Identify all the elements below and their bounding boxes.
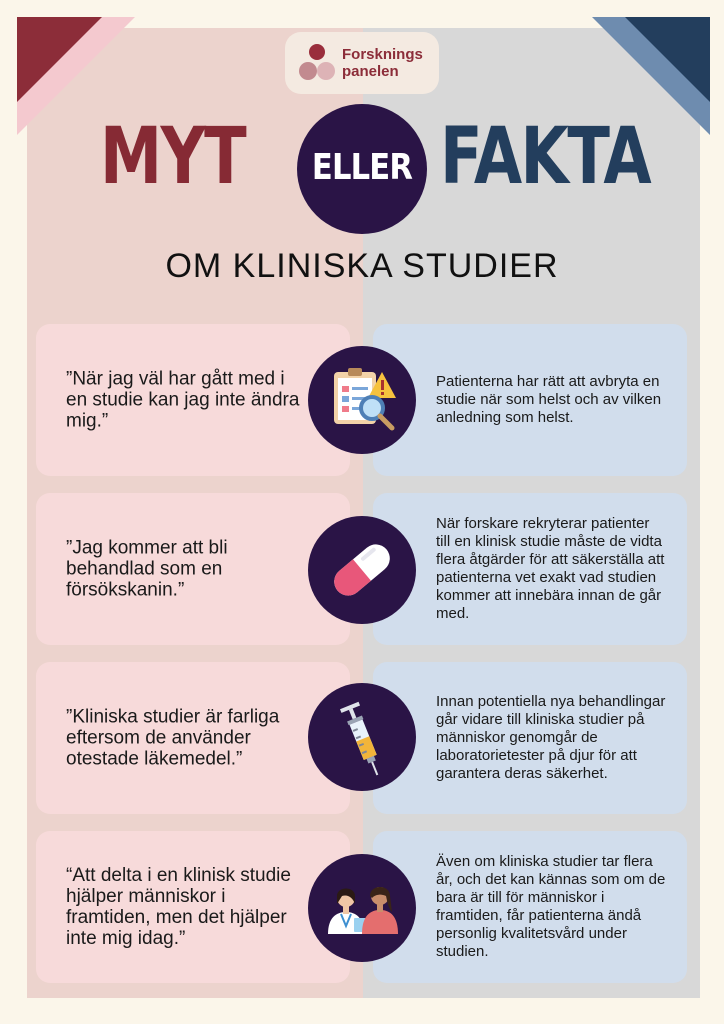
myth-text-4: “Att delta i en klinisk studie hjälper människor i framtiden, men det hjälper inte mig idag.”	[66, 865, 291, 949]
logo-line2: panelen	[342, 63, 399, 80]
myth-text-3: ”Kliniska studier är farliga eftersom de använder otestade läkemedel.”	[66, 706, 280, 770]
pill-icon	[308, 516, 416, 624]
clipboard-magnifier-icon	[308, 346, 416, 454]
doctor-patient-icon	[308, 854, 416, 962]
myth-text-1: ”När jag väl har gått med i en studie kan jag inte ändra mig.”	[66, 368, 300, 432]
logo-dot-top	[309, 44, 325, 60]
logo-dot-left	[299, 62, 317, 80]
forskningspanelen-logo	[285, 32, 439, 94]
heading-eller: ELLER	[311, 147, 413, 188]
fact-card-4	[373, 831, 687, 983]
heading-fakta: FAKTA	[440, 112, 651, 202]
myth-card-4	[36, 831, 350, 983]
myth-text-2: ”Jag kommer att bli behandlad som en försökskanin.”	[66, 537, 228, 601]
myth-card-1	[36, 324, 350, 476]
fact-text-4: Även om kliniska studier tar flera år, och det kan kännas som om de bara är till för människor i framtiden, får patienterna ändå personlig kvalitetsvård under studien.	[436, 853, 666, 960]
logo-text	[342, 46, 423, 80]
myth-card-3	[36, 662, 350, 814]
fact-card-2	[373, 493, 687, 645]
logo-line1: Forsknings	[342, 46, 423, 63]
subtitle: OM KLINISKA STUDIER	[165, 247, 559, 285]
eller-circle	[297, 104, 427, 234]
fact-text-1: Patienterna har rätt att avbryta en studie när som helst och av vilken anledning som helst.	[436, 373, 662, 426]
myth-card-2	[36, 493, 350, 645]
heading-myt: MYT	[100, 112, 246, 202]
syringe-icon	[308, 683, 416, 791]
fact-text-2: När forskare rekryterar patienter till en klinisk studie måste de vidta flera åtgärder för att säkerställa att patienterna vet exakt vad studien kommer att innebära innan de går med.	[436, 515, 665, 622]
fact-card-1	[373, 324, 687, 476]
fact-card-3	[373, 662, 687, 814]
logo-dot-right	[317, 62, 335, 80]
fact-text-3: Innan potentiella nya behandlingar går vidare till kliniska studier på människor genomgår de laboratorietester på djur för att garantera deras säkerhet.	[436, 693, 666, 782]
